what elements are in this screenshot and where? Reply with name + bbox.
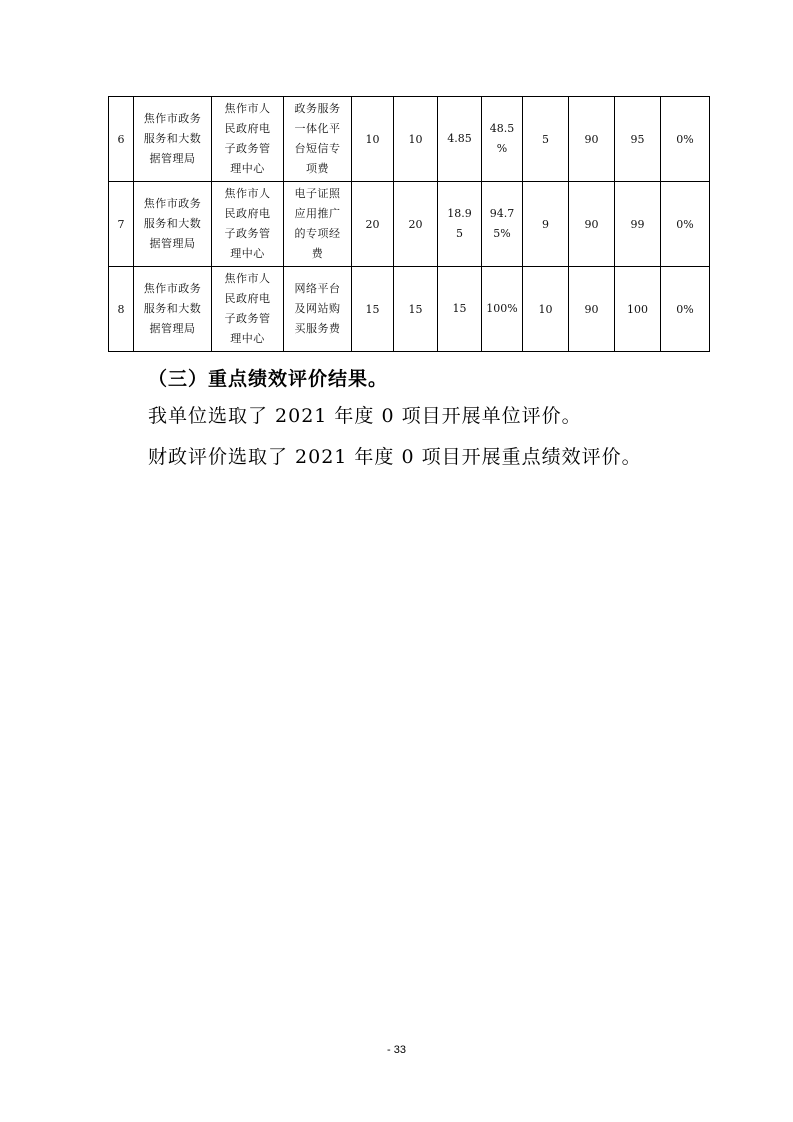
project-cell: 电子证照 应用推广 的专项经 费 — [284, 182, 352, 267]
value-cell: 18.9 5 — [438, 182, 482, 267]
value-cell: 90 — [569, 182, 615, 267]
value-cell: 48.5 % — [482, 97, 523, 182]
unit-cell: 焦作市人 民政府电 子政务管 理中心 — [212, 267, 284, 352]
unit-cell: 焦作市人 民政府电 子政务管 理中心 — [212, 97, 284, 182]
project-cell: 网络平台 及网站购 买服务费 — [284, 267, 352, 352]
value-cell: 10 — [352, 97, 394, 182]
value-cell: 90 — [569, 97, 615, 182]
value-cell: 100% — [482, 267, 523, 352]
value-cell: 20 — [352, 182, 394, 267]
value-cell: 0% — [661, 182, 710, 267]
page-number: - 33 — [387, 1044, 406, 1056]
section-heading: （三）重点绩效评价结果。 — [148, 368, 389, 390]
value-cell: 94.7 5% — [482, 182, 523, 267]
value-cell: 15 — [394, 267, 438, 352]
paragraph-fiscal-evaluation: 财政评价选取了 2021 年度 0 项目开展重点绩效评价。 — [148, 446, 642, 468]
department-cell: 焦作市政务 服务和大数 据管理局 — [134, 97, 212, 182]
performance-table — [108, 96, 710, 352]
paragraph-unit-evaluation: 我单位选取了 2021 年度 0 项目开展单位评价。 — [148, 405, 582, 427]
row-number: 6 — [109, 97, 134, 182]
value-cell: 20 — [394, 182, 438, 267]
value-cell: 99 — [615, 182, 661, 267]
department-cell: 焦作市政务 服务和大数 据管理局 — [134, 267, 212, 352]
table-row — [109, 182, 710, 267]
value-cell: 10 — [394, 97, 438, 182]
value-cell: 15 — [352, 267, 394, 352]
value-cell: 0% — [661, 267, 710, 352]
value-cell: 9 — [523, 182, 569, 267]
row-number: 8 — [109, 267, 134, 352]
value-cell: 15 — [438, 267, 482, 352]
value-cell: 10 — [523, 267, 569, 352]
value-cell: 100 — [615, 267, 661, 352]
department-cell: 焦作市政务 服务和大数 据管理局 — [134, 182, 212, 267]
unit-cell: 焦作市人 民政府电 子政务管 理中心 — [212, 182, 284, 267]
value-cell: 5 — [523, 97, 569, 182]
table-row — [109, 267, 710, 352]
value-cell: 90 — [569, 267, 615, 352]
row-number: 7 — [109, 182, 134, 267]
value-cell: 4.85 — [438, 97, 482, 182]
value-cell: 0% — [661, 97, 710, 182]
value-cell: 95 — [615, 97, 661, 182]
project-cell: 政务服务 一体化平 台短信专 项费 — [284, 97, 352, 182]
table-row — [109, 97, 710, 182]
